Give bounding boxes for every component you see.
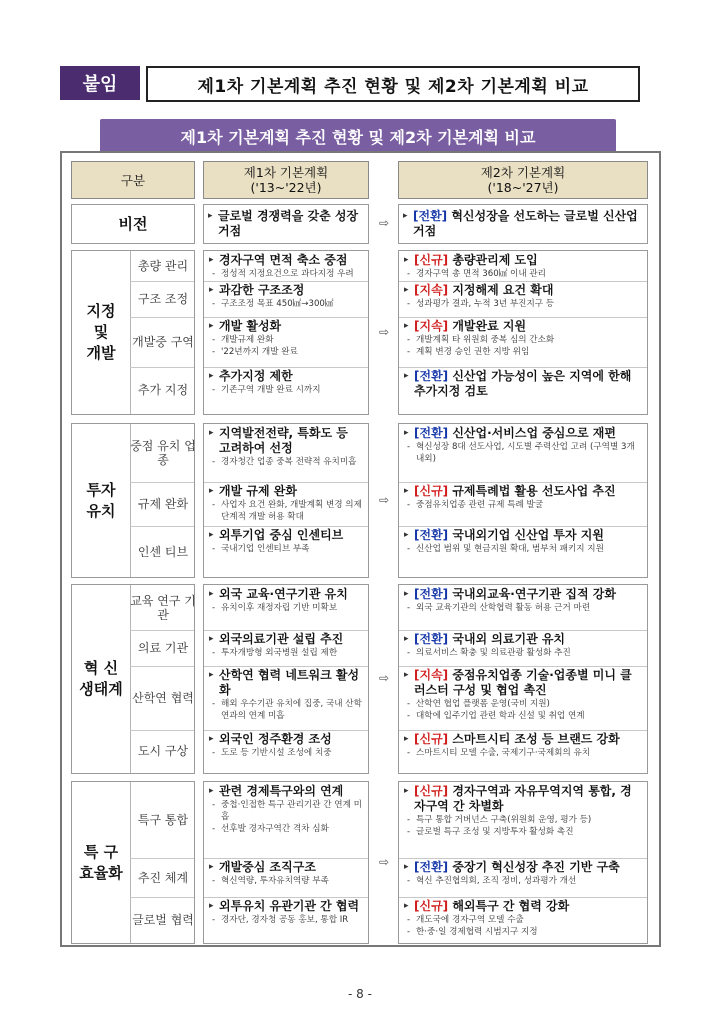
table-banner: 제1차 기본계획 추진 현황 및 제2차 기본계획 비교 <box>100 119 616 153</box>
plan1-item-title: ▸ 외국인 정주환경 조성 <box>209 732 363 747</box>
plan2-item-detail: - 성과평가 결과, 누적 3년 부진지구 등 <box>404 298 642 310</box>
plan2-item-title <box>404 426 642 441</box>
plan2-title: 제2차 기본계획 <box>480 165 566 180</box>
plan2-item <box>404 426 642 465</box>
plan2-item-detail: - 산학연 협업 플랫폼 운영(국비 지원) <box>404 698 642 710</box>
vision-label: 비전 <box>71 204 195 244</box>
plan2-item <box>404 528 642 555</box>
section-label <box>72 251 130 414</box>
row-separator <box>399 666 647 667</box>
row-separator <box>399 858 647 859</box>
plan1-item-detail: - 기존구역 개발 완료 시까지 <box>209 384 363 396</box>
plan2-item <box>404 484 642 511</box>
row-separator <box>204 482 368 483</box>
plan2-status-tag: [신규] <box>414 484 449 498</box>
plan2-item-text: 국내외기업 신산업 투자 지원 <box>448 528 604 542</box>
section-arrow: ⇨ <box>378 492 390 507</box>
plan2-item-detail: - 개도국에 경자구역 모델 수출 <box>404 914 642 926</box>
plan2-item-text: 신산업 가능성이 높은 지역에 한해 추가지정 검토 <box>414 369 632 398</box>
plan1-item-title: ▸ 경자구역 면적 축소 중점 <box>209 253 363 268</box>
plan2-item-detail: - 계획 변경 승인 권한 지방 위임 <box>404 346 642 358</box>
section-label-line: 개발 <box>86 344 116 362</box>
plan2-item <box>404 253 642 280</box>
section-arrow: ⇨ <box>378 854 390 869</box>
plan2-status-tag: [전환] <box>414 587 449 601</box>
vision-plan2 <box>398 204 648 244</box>
section-plan2-2 <box>398 584 648 774</box>
plan2-status-tag: [전환] <box>414 369 449 383</box>
sub-category: 규제 완화 <box>137 497 189 511</box>
section-label-line: 특 구 <box>83 842 119 861</box>
plan2-status-tag: [전환] <box>414 426 449 440</box>
row-separator <box>399 482 647 483</box>
section-category-2 <box>71 584 195 774</box>
section-label <box>72 424 130 577</box>
plan1-period: ('13~'22년) <box>250 180 322 195</box>
comparison-table <box>60 151 661 947</box>
section-label <box>72 585 130 773</box>
attachment-badge: 붙임 <box>60 66 140 100</box>
vision-plan1 <box>203 204 369 244</box>
plan2-item-title <box>404 484 642 499</box>
plan2-item-title <box>404 899 642 914</box>
plan1-item-detail: - 도로 등 기반시설 조성에 치중 <box>209 747 363 759</box>
plan1-title: 제1차 기본계획 <box>243 165 329 180</box>
section-label-line: 및 <box>93 323 109 341</box>
plan1-item-title: ▸ 지역발전전략, 특화도 등 고려하여 선정 <box>209 426 363 456</box>
plan1-item <box>209 732 363 759</box>
plan1-item <box>209 253 363 280</box>
plan1-item <box>209 784 363 835</box>
plan2-item-detail: - 중점유치업종 관련 규제 특례 발굴 <box>404 499 642 511</box>
plan2-status-tag: [전환] <box>414 632 449 646</box>
plan2-status-tag: [전환] <box>414 528 449 542</box>
row-separator <box>204 367 368 368</box>
plan2-item-text: 스마트시티 조성 등 브랜드 강화 <box>448 732 620 746</box>
plan2-item-text: 국내외교육·연구기관 집적 강화 <box>448 587 616 601</box>
plan1-item-title: ▸ 추가지정 제한 <box>209 369 363 384</box>
plan1-item-title: ▸ 관련 경제특구와의 연계 <box>209 784 363 799</box>
plan2-item-text: 국내외 의료기관 유치 <box>448 632 566 646</box>
sub-category: 총량 관리 <box>137 259 189 273</box>
section-plan1-3 <box>203 781 369 944</box>
row-separator <box>399 281 647 282</box>
plan2-item <box>404 369 642 399</box>
vision-plan2-text: 혁신성장을 선도하는 글로벌 신산업 거점 <box>413 209 638 238</box>
row-separator <box>399 317 647 318</box>
plan2-item-title <box>404 860 642 875</box>
plan1-item <box>209 528 363 555</box>
document-title: 제1차 기본계획 추진 현황 및 제2차 기본계획 비교 <box>146 66 640 102</box>
section-label-line: 효율화 <box>79 863 123 882</box>
plan1-item <box>209 668 363 722</box>
plan2-item <box>404 784 642 838</box>
row-separator <box>204 666 368 667</box>
section-plan2-1 <box>398 423 648 578</box>
plan2-status-tag: [신규] <box>414 899 449 913</box>
plan2-item-detail: - 혁신 추진협의회, 조직 정비, 성과평가 개선 <box>404 875 642 887</box>
section-plan2-3 <box>398 781 648 944</box>
sub-category: 의료 기관 <box>137 641 189 655</box>
plan2-item-detail: - 글로벌 특구 조성 및 지방투자 활성화 촉진 <box>404 826 642 838</box>
plan1-item <box>209 283 363 310</box>
plan1-item-detail: - 혁신역량, 투자유치역량 부족 <box>209 875 363 887</box>
plan1-item-title: ▸ 산학연 협력 네트워크 활성화 <box>209 668 363 698</box>
plan2-item-detail: - 의료서비스 확충 및 의료관광 활성화 추진 <box>404 647 642 659</box>
section-category-3 <box>71 781 195 944</box>
sub-category: 글로벌 협력 <box>132 913 194 927</box>
plan2-item-detail: - 스마트시티 모델 수출, 국제기구·국제회의 유치 <box>404 747 642 759</box>
section-label <box>72 782 130 943</box>
plan2-item-text: 규제특례법 활용 선도사업 추진 <box>448 484 616 498</box>
plan2-item <box>404 668 642 722</box>
plan1-item-title: ▸ 외투기업 중심 인센티브 <box>209 528 363 543</box>
section-arrow: ⇨ <box>378 324 390 339</box>
sub-category: 추가 지정 <box>137 383 189 397</box>
plan2-item-title <box>404 253 642 268</box>
plan1-item-detail: - 사업자 요건 완화, 개발계획 변경 의제 단계적 개발 허용 확대 <box>209 499 363 523</box>
plan1-item-detail: - 중첩·인접한 특구 관리기관 간 연계 미흡 <box>209 799 363 823</box>
plan1-item <box>209 587 363 614</box>
plan1-item-detail: - '22년까지 개발 완료 <box>209 346 363 358</box>
row-separator <box>399 730 647 731</box>
header-plan1 <box>203 161 369 199</box>
plan2-item-title <box>404 319 642 334</box>
plan1-item-title: ▸ 개발중심 조직구조 <box>209 860 363 875</box>
plan1-item-detail: - 국내기업 인센티브 부족 <box>209 543 363 555</box>
plan1-item-detail: - 투자개방형 외국병원 설립 제한 <box>209 647 363 659</box>
plan1-item-detail: - 경자단, 경자청 공동 홍보, 통합 IR <box>209 914 363 926</box>
plan2-item <box>404 632 642 659</box>
section-label-line: 생태계 <box>79 680 123 698</box>
plan2-item-detail: - 신산업 범위 및 현금지원 확대, 범부처 패키지 지원 <box>404 543 642 555</box>
plan2-item-detail: - 대학에 입주기업 관련 학과 신설 및 취업 연계 <box>404 710 642 722</box>
plan1-item-detail: - 선후발 경자구역간 격차 심화 <box>209 823 363 835</box>
row-separator <box>399 526 647 527</box>
row-separator <box>204 730 368 731</box>
section-plan1-1 <box>203 423 369 578</box>
section-arrow: ⇨ <box>378 671 390 685</box>
plan2-item-text: 중장기 혁신성장 추진 기반 구축 <box>448 860 620 874</box>
plan1-item-title: ▸ 외국 교육·연구기관 유치 <box>209 587 363 602</box>
plan1-item <box>209 319 363 358</box>
plan2-item-text: 신산업·서비스업 중심으로 재편 <box>448 426 616 440</box>
plan2-item-text: 해외특구 간 협력 강화 <box>448 899 570 913</box>
row-separator <box>204 281 368 282</box>
sub-category: 개발중 구역 <box>132 335 194 349</box>
plan2-item <box>404 319 642 358</box>
plan1-item <box>209 369 363 396</box>
sub-category: 추진 체계 <box>137 870 189 885</box>
plan2-status-tag: [지속] <box>414 319 449 333</box>
plan1-item-title: ▸ 외국의료기관 설립 추진 <box>209 632 363 647</box>
plan1-item-detail: - 유치이후 재정자립 기반 미확보 <box>209 602 363 614</box>
section-category-1 <box>71 423 195 578</box>
plan1-item <box>209 632 363 659</box>
plan2-status-tag: [지속] <box>414 668 449 682</box>
plan1-item-detail: - 정성적 지정요건으로 과다지정 우려 <box>209 268 363 280</box>
plan2-item-title <box>404 283 642 298</box>
row-separator <box>399 897 647 898</box>
row-separator <box>204 317 368 318</box>
section-plan1-0 <box>203 250 369 415</box>
plan2-item <box>404 587 642 614</box>
plan1-item <box>209 899 363 926</box>
sub-category: 특구 통합 <box>137 813 189 827</box>
row-separator <box>204 858 368 859</box>
plan2-item <box>404 899 642 938</box>
plan1-item-detail: - 구조조정 목표 450㎢→300㎢ <box>209 298 363 310</box>
plan2-item-text: 경자구역과 자유무역지역 통합, 경자구역 간 차별화 <box>414 784 632 813</box>
vision-plan2-tag: [전환] <box>413 209 448 223</box>
header-plan2 <box>398 161 648 199</box>
row-separator <box>204 526 368 527</box>
plan1-item-detail: - 경자청간 업종 중복 전략적 유치미흡 <box>209 456 363 468</box>
sub-category: 도시 구상 <box>137 744 189 758</box>
plan2-status-tag: [전환] <box>414 860 449 874</box>
section-label-line: 투자 <box>86 480 116 499</box>
plan2-item-detail: - 외국 교육기관의 산학협력 활동 허용 근거 마련 <box>404 602 642 614</box>
section-label-line: 유치 <box>86 501 116 520</box>
section-plan2-0 <box>398 250 648 415</box>
vision-arrow: ⇨ <box>378 216 390 230</box>
plan2-item <box>404 283 642 310</box>
plan2-item-detail: - 특구 통합 거버넌스 구축(위원회 운영, 평가 등) <box>404 814 642 826</box>
plan2-item-title <box>404 587 642 602</box>
sub-category: 인센 티브 <box>137 544 189 559</box>
plan2-status-tag: [신규] <box>414 784 449 798</box>
plan2-item-title <box>404 369 642 399</box>
sub-category: 구조 조정 <box>137 292 189 306</box>
section-category-0 <box>71 250 195 415</box>
plan2-item-detail: - 혁신성장 8대 선도사업, 시도별 주력산업 고려 (구역별 3개 내외) <box>404 441 642 465</box>
plan2-item-text: 중점유치업종 기술·업종별 미니 클러스터 구성 및 협업 촉진 <box>414 668 632 697</box>
plan1-item-title: ▸ 개발 활성화 <box>209 319 363 334</box>
plan2-status-tag: [신규] <box>414 253 449 267</box>
row-separator <box>204 897 368 898</box>
sub-category: 산학연 협력 <box>132 691 194 705</box>
plan2-item-text: 지정해제 요건 확대 <box>448 283 554 297</box>
vision-plan1-text: ▸ 글로벌 경쟁력을 갖춘 성장 거점 <box>208 209 364 239</box>
plan2-item-title <box>404 784 642 814</box>
plan1-item <box>209 426 363 468</box>
plan1-item-title: ▸ 개발 규제 완화 <box>209 484 363 499</box>
plan1-item-title: ▸ 외투유치 유관기관 간 협력 <box>209 899 363 914</box>
plan2-item-detail: - 개발계획 타 위원회 중복 심의 간소화 <box>404 334 642 346</box>
plan1-item-title: ▸ 과감한 구조조정 <box>209 283 363 298</box>
plan1-item-detail: - 개발규제 완화 <box>209 334 363 346</box>
plan2-status-tag: [신규] <box>414 732 449 746</box>
plan2-item-text: 총량관리제 도입 <box>448 253 538 267</box>
plan2-item-title <box>404 732 642 747</box>
plan1-item <box>209 860 363 887</box>
plan2-item <box>404 732 642 759</box>
plan2-item-detail: - 경자구역 총 면적 360㎢ 이내 관리 <box>404 268 642 280</box>
row-separator <box>399 367 647 368</box>
row-separator <box>204 630 368 631</box>
sub-category: 중점 유치 업종 <box>130 439 196 467</box>
plan2-item-title <box>404 528 642 543</box>
plan1-item <box>209 484 363 523</box>
section-label-line: 지정 <box>86 302 116 320</box>
section-plan1-2 <box>203 584 369 774</box>
plan1-item-detail: - 해외 우수기관 유치에 집중, 국내 산학연과의 연계 미흡 <box>209 698 363 722</box>
plan2-item-text: 개발완료 지원 <box>448 319 527 333</box>
sub-category: 교육 연구 기관 <box>130 593 196 622</box>
row-separator <box>399 630 647 631</box>
section-label-line: 혁 신 <box>83 659 119 677</box>
plan2-status-tag: [지속] <box>414 283 449 297</box>
plan2-item-title <box>404 632 642 647</box>
plan2-item-detail: - 한·중·일 경제협력 시범지구 지정 <box>404 926 642 938</box>
page-number: - 8 - <box>348 987 372 1001</box>
header-category: 구분 <box>71 161 195 199</box>
plan2-period: ('18~'27년) <box>487 180 559 195</box>
plan2-item <box>404 860 642 887</box>
plan2-item-title <box>404 668 642 698</box>
